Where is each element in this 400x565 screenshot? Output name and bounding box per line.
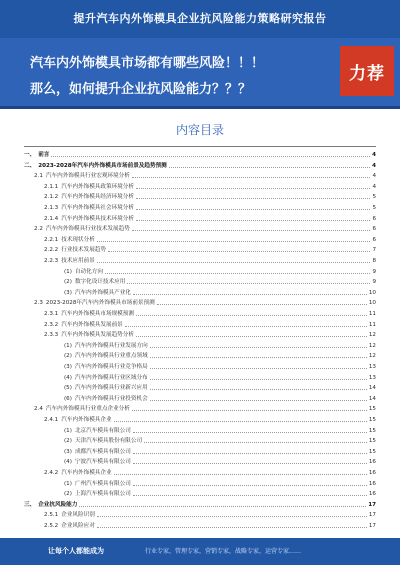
toc-entry-title: 汽车内外饰模具技术环境分析 <box>61 215 134 222</box>
toc-entry[interactable] <box>24 373 376 382</box>
toc-entry-page: 11 <box>368 311 376 317</box>
toc-entry-title: 企业风险识别 <box>61 512 95 519</box>
toc-leader-dots <box>133 453 367 454</box>
toc-leader-dots <box>150 400 367 401</box>
toc-entry[interactable] <box>24 479 376 488</box>
toc-entry-page: 6 <box>372 226 376 233</box>
toc-leader-dots <box>169 167 370 168</box>
toc-entry-title: 汽车内外饰模具行业投资机会 <box>74 395 148 402</box>
toc-entry[interactable] <box>24 500 376 509</box>
banner-headline: 汽车内外饰模具市场都有哪些风险！！！ <box>30 56 265 71</box>
toc-entry[interactable] <box>24 457 376 466</box>
toc-entry-number: 2.1.1 <box>44 183 59 190</box>
toc-leader-dots <box>150 347 367 348</box>
toc-entry-number: (4) <box>64 374 72 381</box>
toc-entry-number: 2.5.1 <box>44 512 59 519</box>
toc-entry-page: 5 <box>372 194 376 201</box>
toc-entry[interactable] <box>24 426 376 435</box>
toc-entry-number: (2) <box>64 491 72 498</box>
toc-entry-page: 6 <box>372 215 376 222</box>
toc-entry[interactable] <box>24 510 376 519</box>
toc-entry[interactable] <box>24 150 376 159</box>
toc-entry[interactable] <box>24 436 376 445</box>
toc-entry[interactable] <box>24 192 376 201</box>
toc-entry[interactable] <box>24 468 376 477</box>
footer-expert-list: 行业专家，管理专家，营销专家，战略专家，运营专家…… <box>145 548 302 555</box>
toc-entry[interactable] <box>24 267 376 276</box>
toc-entry-number: 2.1 <box>34 173 43 180</box>
toc-entry-number: 2.1.4 <box>44 215 59 222</box>
toc-leader-dots <box>132 230 371 231</box>
toc-entry-page: 5 <box>372 205 376 211</box>
toc-entry-page: 4 <box>372 152 376 158</box>
toc-leader-dots <box>144 442 367 443</box>
toc-entry-title: 汽车内外饰模具发展前景 <box>61 321 123 328</box>
toc-entry-number: 2.2.3 <box>44 258 59 264</box>
toc-leader-dots <box>97 241 371 242</box>
toc-entry-title: 汽车内外饰模具企业 <box>61 470 112 476</box>
toc-entry-number: (2) <box>64 353 72 360</box>
toc-entry-number: 2.2 <box>34 226 43 233</box>
toc-entry[interactable] <box>24 415 376 424</box>
toc-entry-page: 17 <box>368 512 376 519</box>
toc-entry-page: 12 <box>368 353 376 360</box>
toc-entry-title: 汽车内外饰模具市场规模预测 <box>61 311 134 317</box>
toc-entry-page: 16 <box>368 459 376 466</box>
toc-entry-title: 天津汽车模具股份有限公司 <box>74 438 143 445</box>
toc-leader-dots <box>105 273 371 274</box>
toc-entry[interactable] <box>24 309 376 318</box>
toc-entry[interactable] <box>24 182 376 191</box>
toc-entry-page: 14 <box>368 395 376 402</box>
toc-entry[interactable] <box>24 245 376 254</box>
toc-entry-title: 2023-2028年汽车内外饰模具市场前景及趋势预测 <box>38 162 167 169</box>
toc-entry-number: 2.3.1 <box>44 311 59 317</box>
toc-entry-number: (3) <box>64 448 72 455</box>
toc-entry-title: 广州汽车模具有限公司 <box>74 480 131 487</box>
toc-entry[interactable] <box>24 362 376 371</box>
toc-entry-title: 汽车内外饰模具产业化 <box>74 289 131 296</box>
toc-entry[interactable] <box>24 447 376 456</box>
toc-entry-title: 企业抗风险能力 <box>38 501 78 508</box>
toc-entry-number: 2.4.1 <box>44 417 59 423</box>
toc-entry-page: 17 <box>368 501 376 508</box>
toc-entry-number: 2.1.3 <box>44 205 59 211</box>
toc-entry-number: 三、 <box>24 501 36 508</box>
toc-entry-title: 汽车内外饰模具社会环境分析 <box>61 205 134 211</box>
toc-entry-page: 6 <box>372 236 376 243</box>
toc-leader-dots <box>150 357 367 358</box>
toc-entry-number: (6) <box>64 395 72 402</box>
toc-entry-title: 汽车内外饰模具行业新兴应用 <box>74 385 148 392</box>
toc-entry-number: (1) <box>64 268 72 275</box>
toc-entry-page: 15 <box>368 438 376 445</box>
toc-entry-number: (4) <box>64 459 72 466</box>
toc-entry-title: 汽车内外饰模具行业重点领域 <box>74 353 148 360</box>
toc-entry-page: 7 <box>372 247 376 254</box>
toc-leader-dots <box>150 368 367 369</box>
toc-leader-dots <box>97 527 367 528</box>
toc-entry-title: 汽车内外饰模具经济环境分析 <box>61 194 134 201</box>
toc-leader-dots <box>51 156 370 157</box>
toc-entry-number: 2.2.1 <box>44 236 59 243</box>
toc-leader-dots <box>97 516 367 517</box>
toc-leader-dots <box>114 421 367 422</box>
toc-entry-title: 企业风险应对 <box>61 523 95 529</box>
toc-leader-dots <box>157 304 367 305</box>
toc-entry-page: 14 <box>368 385 376 392</box>
toc-leader-dots <box>132 410 367 411</box>
toc-entry[interactable] <box>24 256 376 265</box>
toc-entry-page: 9 <box>372 279 376 286</box>
toc-leader-dots <box>136 198 370 199</box>
toc-entry-title: 行业技术发展趋势 <box>61 247 106 254</box>
toc-leader-dots <box>133 495 367 496</box>
toc-entry-title: 技术应用前景 <box>61 258 95 264</box>
toc-entry[interactable] <box>24 394 376 403</box>
toc-entry[interactable] <box>24 277 376 286</box>
toc-entry-title: 技术现状分析 <box>61 236 95 243</box>
banner-subheadline: 那么，如何提升企业抗风险能力？？？ <box>30 82 252 97</box>
toc-entry-page: 13 <box>368 364 376 370</box>
toc-entry[interactable] <box>24 203 376 212</box>
footer-slogan: 让每个人都能成为 <box>48 547 104 555</box>
toc-entry-number: 2.5.2 <box>44 523 59 529</box>
toc-entry[interactable] <box>24 224 376 233</box>
toc-leader-dots <box>114 474 367 475</box>
toc-entry[interactable] <box>24 235 376 244</box>
toc-leader-dots <box>79 506 366 507</box>
toc-entry[interactable] <box>24 404 376 413</box>
toc-entry-number: 2.1.2 <box>44 194 59 201</box>
toc-entry-number: (2) <box>64 279 72 286</box>
toc-entry-title: 汽车内外饰模具企业 <box>61 417 112 423</box>
toc-entry-title: 自动化方向 <box>74 268 103 275</box>
toc-entry-number: 2.3.3 <box>44 332 59 339</box>
toc-entry-page: 16 <box>368 480 376 487</box>
toc-leader-dots <box>132 177 371 178</box>
toc-entry[interactable] <box>24 521 376 530</box>
toc-entry-page: 15 <box>368 417 376 423</box>
toc-entry-number: (1) <box>64 427 72 434</box>
toc-entry-page: 15 <box>368 427 376 434</box>
toc-entry-number: 2.3 <box>34 300 43 307</box>
toc-leader-dots <box>133 463 367 464</box>
recommend-badge: 力荐 <box>340 46 394 96</box>
toc-entry-title: 汽车内外饰模具行业发展方向 <box>74 342 148 349</box>
toc-entry-number: (1) <box>64 342 72 349</box>
toc-entry-page: 16 <box>368 470 376 476</box>
toc-entry-number: (3) <box>64 364 72 370</box>
toc-entry-page: 15 <box>368 448 376 455</box>
toc-entry-title: 汽车内外饰模具行业宏观环境分析 <box>45 173 130 180</box>
toc-entry-title: 北京汽车模具有限公司 <box>74 427 131 434</box>
toc-entry-number: 2.4.2 <box>44 470 59 476</box>
toc-entry[interactable] <box>24 214 376 223</box>
toc-entry[interactable] <box>24 341 376 350</box>
toc-entry-title: 汽车内外饰模具行业竞争格局 <box>74 364 148 370</box>
toc-entry[interactable] <box>24 489 376 498</box>
toc-entry[interactable] <box>24 288 376 297</box>
toc-entry-title: 汽车内外饰模具发展趋势分析 <box>61 332 134 339</box>
toc-entry-page: 9 <box>372 268 376 275</box>
toc-leader-dots <box>136 315 367 316</box>
toc-entry[interactable] <box>24 298 376 307</box>
toc-leader-dots <box>136 220 370 221</box>
toc-leader-dots <box>108 251 370 252</box>
toc-entry-page: 12 <box>368 332 376 339</box>
toc-leader-dots <box>150 379 367 380</box>
toc-entry-title: 数字化设计技术应用 <box>74 279 126 286</box>
toc-entry-title: 上海汽车模具有限公司 <box>74 491 131 498</box>
toc-entry-title: 2023-2028年汽车内外饰模具市场前景预测 <box>45 300 155 307</box>
toc-entry[interactable] <box>24 330 376 339</box>
toc-leader-dots <box>97 262 371 263</box>
toc-leader-dots <box>136 188 370 189</box>
report-title: 提升汽车内外饰模具企业抗风险能力策略研究报告 <box>73 12 327 25</box>
toc-entry-number: 2.4 <box>34 406 43 413</box>
toc-leader-dots <box>136 209 370 210</box>
toc-leader-dots <box>133 432 367 433</box>
toc-leader-dots <box>133 294 367 295</box>
toc-entry[interactable] <box>24 320 376 329</box>
toc-entry[interactable] <box>24 171 376 180</box>
toc-leader-dots <box>125 326 367 327</box>
toc-entry-title: 汽车内外饰模具行业技术发展趋势 <box>45 226 130 233</box>
toc-entry-title: 成都汽车模具有限公司 <box>74 448 131 455</box>
toc-leader-dots <box>150 389 367 390</box>
toc-leader-dots <box>136 336 367 337</box>
toc-entry-page: 4 <box>372 173 376 180</box>
toc-entry-number: (2) <box>64 438 72 445</box>
toc-entry-page: 8 <box>372 258 376 264</box>
toc-leader-dots <box>127 283 370 284</box>
toc-entry-page: 4 <box>372 183 376 190</box>
toc-entry-page: 10 <box>368 300 376 307</box>
toc-entry-title: 前言 <box>38 152 50 158</box>
toc-entry-page: 17 <box>368 523 376 529</box>
table-of-contents <box>24 150 376 534</box>
toc-entry-page: 15 <box>368 406 376 413</box>
toc-entry-page: 10 <box>368 289 376 296</box>
toc-leader-dots <box>133 485 367 486</box>
toc-entry-title: 汽车内外饰模具政策环境分析 <box>61 183 134 190</box>
toc-entry-number: 2.2.2 <box>44 247 59 254</box>
toc-entry-number: (3) <box>64 289 72 296</box>
toc-entry[interactable] <box>24 161 376 170</box>
toc-entry-number: 一、 <box>24 152 36 158</box>
toc-entry-number: 二、 <box>24 162 36 169</box>
toc-entry-title: 汽车内外饰模具行业区域分布 <box>74 374 148 381</box>
toc-entry-number: (5) <box>64 385 72 392</box>
toc-entry-page: 4 <box>372 162 376 169</box>
toc-entry-title: 汽车内外饰模具行业重点企业分析 <box>45 406 130 413</box>
toc-entry-number: (1) <box>64 480 72 487</box>
toc-entry-page: 16 <box>368 491 376 498</box>
toc-entry-page: 11 <box>368 321 376 328</box>
toc-title: 内容目录 <box>175 123 224 137</box>
toc-entry-page: 12 <box>368 342 376 349</box>
toc-entry-title: 宁波汽车模具有限公司 <box>74 459 131 466</box>
toc-entry[interactable] <box>24 383 376 392</box>
toc-entry-page: 13 <box>368 374 376 381</box>
toc-divider <box>24 146 376 147</box>
toc-entry-number: 2.3.2 <box>44 321 59 328</box>
toc-entry[interactable] <box>24 351 376 360</box>
